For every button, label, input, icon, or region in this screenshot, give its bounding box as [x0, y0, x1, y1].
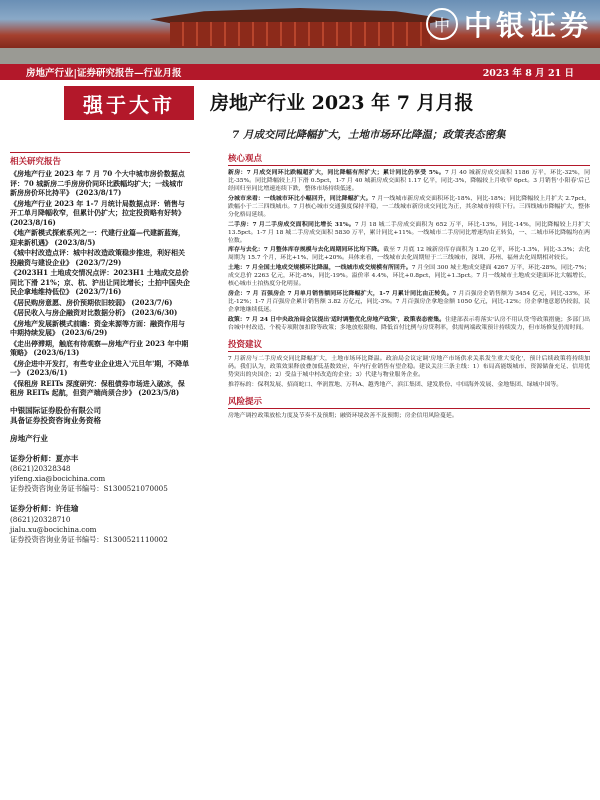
- related-report-link[interactable]: 《房地产发展新模式前瞻：资金来源等方面：融资作用与中期持续发展》 (2023/6/29): [10, 318, 185, 337]
- paragraph-text: 7 月 18 城二手房成交面积为 652 万平，环比-13%，同比-14%，同比降幅较上月扩大 13.5pct。1-7 月 18 城二手房成交面积 5830 万平，累计同比+11%。一线城市二手房同比增速均由正转负，一、二城市环比降幅均在两位数。: [228, 221, 591, 244]
- body-paragraph: [228, 169, 590, 193]
- paragraph-lead: 分城市来看：一线城市环比小幅回升，同比降幅扩大。: [228, 194, 372, 202]
- paragraph-text: 住建部表示将落实'认房不用认贷'等政策措施；多部门出台城中村改造、个税专项附加扣除等政策；多地放松限购、降低首付比例与房贷利率，供需两端政策预计持续发力，但市场修复仍需时间。: [228, 316, 590, 331]
- report-date: 2023 年 8 月 21 日: [482, 68, 574, 79]
- analyst-license: 证券投资咨询业务证书编号：S1300521110002: [10, 534, 168, 544]
- brand-name: 中银证券: [463, 9, 592, 42]
- related-report-link[interactable]: 《地产新模式探索系列之一：代建行业篇—代建新蓝海，迎来新机遇》 (2023/8/5): [10, 228, 185, 247]
- plaza-ground-graphic: [0, 48, 600, 64]
- analyst-phone: (8621)20328710: [10, 514, 71, 524]
- industry-label: 房地产行业: [10, 433, 48, 443]
- related-report-link[interactable]: 《2023H1 土地成交情况点评：2023H1 土地成交总价同比下滑 21%；京、杭、沪出让同比增长；土拍中国央企民企拿地维持低位》 (2023/7/16): [10, 268, 190, 296]
- section-title: 投资建议: [228, 338, 590, 352]
- related-report-link[interactable]: 《居民收入与房企融资对比数据分析》 (2023/6/30): [10, 308, 178, 317]
- related-report-link[interactable]: 《保租房 REITs 深度研究：保租债券市场进入破冰，保租房 REITs 起航，但资产端尚须合步》 (2023/5/8): [10, 378, 185, 397]
- analyst-card: [10, 504, 190, 545]
- analyst-email[interactable]: jialu.xu@bocichina.com: [10, 524, 97, 534]
- main-content: [228, 152, 590, 421]
- body-paragraph: [228, 246, 590, 262]
- related-report-link[interactable]: 《房企进中开发打，有些专业企业进入'元旦年'期，不降单一》 (2023/6/1): [10, 358, 190, 377]
- paragraph-lead: 土地：7 月全国土地成交规模环比降温，一线城市成交规模有所回升。: [228, 264, 412, 272]
- paragraph-lead: 房企：7 月 百强房企 7 月单月销售额同环比降幅扩大，1-7 月累计同比由正转负。: [228, 289, 453, 297]
- paragraph-lead: 新房：7 月成交同环比跌幅超扩大，同比降幅有所扩大；累计同比仍享受 5%。: [228, 169, 445, 176]
- paragraph-lead: 二手房：7 月二手房成交面积同比增长 31%。: [228, 220, 355, 228]
- related-reports-title: 相关研究报告: [10, 152, 190, 167]
- left-sidebar: [10, 152, 190, 545]
- palace-hall-graphic: [170, 22, 430, 46]
- body-paragraph: [228, 290, 590, 314]
- body-paragraph: [228, 412, 590, 420]
- hero-banner: [0, 0, 600, 64]
- related-report-link[interactable]: 《房地产行业 2023 年 7 月 70 个大中城市房价数据点评：70 城新房二手房房价同环比跌幅均扩大；一线城市新房房价环比持平》 (2023/8/17): [10, 169, 185, 197]
- report-info-bar: [0, 64, 600, 80]
- analyst-name: 证券分析师：许佳瑜: [10, 504, 79, 514]
- related-report-link[interactable]: 《居民购房意愿、房价预期依旧较弱》 (2023/7/6): [10, 297, 173, 307]
- paragraph-text: 截至 7 月底 12 城新房库存面积为 1.20 亿平，环比-1.3%，同比-3.3%；去化周期为 15.7 个月，环比+1%、同比+20%。具体来看，一线城市去化周期短于二三线城市，深圳、苏州、福州去化周期相对较长。: [228, 247, 590, 262]
- related-reports-list: [10, 169, 190, 398]
- report-subtitle: 7 月成交同比降幅扩大，土地市场环比降温；政策表态密集: [232, 129, 506, 141]
- analyst-phone: (8621)20328348: [10, 463, 71, 473]
- paragraph-lead: 库存与去化：7 月整体库存规模与去化周期同环比均下降。: [228, 246, 384, 254]
- company-qualification: 中银国际证券股份有限公司 具备证券投资咨询业务资格: [10, 405, 102, 425]
- section-title: 风险提示: [228, 395, 590, 409]
- body-paragraph: [228, 316, 590, 332]
- content-section: [228, 338, 590, 389]
- analyst-email[interactable]: yifeng.xia@bocichina.com: [10, 473, 106, 483]
- content-section: [228, 152, 590, 332]
- body-paragraph: [228, 381, 590, 389]
- related-report-link[interactable]: 《走出停滞期，触底有待观察—房地产行业 2023 年中期策略》 (2023/6/13): [10, 338, 189, 357]
- section-title: 核心观点: [228, 152, 590, 166]
- paragraph-text: 7 月一线城市新房成交面积环比-18%、同比-18%；同比降幅较上月扩大 2.7pct，跌幅小于二三四线城市。7 月核心城市交通强度保持平稳，一二线城市新房成交同比为正，其余城市持续下行。三四线城市降幅扩大，整体分化格局延续。: [228, 195, 591, 218]
- paragraph-text: 7 月全国 300 城土地成交建面 4267 万平，环比-28%，同比-7%；成交总价 2263 亿元，环比-8%，同比-19%。溢价率 4.4%，环比+0.8pct，同比+1.3pct。7 月一线城市土地成交建面环比大幅增长，核心城市土拍热度分化明显。: [228, 265, 591, 288]
- report-title: 房地产行业 2023 年 7 月月报: [210, 92, 474, 114]
- analyst-license: 证券投资咨询业务证书编号：S1300521070005: [10, 484, 168, 494]
- body-paragraph: [228, 264, 590, 288]
- logo-mark-icon: 中: [426, 8, 458, 40]
- analyst-name: 证券分析师：夏亦丰: [10, 453, 79, 463]
- paragraph-text: 7 月新房与二手房成交同比降幅扩大，土地市场环比降温。政治局会议定调'房地产市场供求关系发生重大变化'，预计后续政策将持续加码。我们认为，政策效果释放叠加低基数效应，年内行业销售有望企稳。建议关注三条主线：1）布局高能级城市、资源储备充足、信用优势突出的央国企；2）受益于城中村改造的企业；3）代建与物业服务企业。: [228, 355, 590, 378]
- report-category: 房地产行业|证券研究报告—行业月报: [26, 68, 182, 79]
- analyst-card: [10, 454, 190, 495]
- related-report-link[interactable]: 《房地产行业 2023 年 1-7 月统计局数据点评：销售与开工单月降幅收窄，但累计仍扩大；拉定投资略有好转》 (2023/8/16): [10, 198, 185, 227]
- paragraph-lead: 政策：7 月 24 日中央政治局会议提出'适时调整优化房地产政策'，政策表态密集。: [228, 315, 446, 323]
- company-logo: [426, 4, 592, 44]
- body-paragraph: [228, 355, 590, 379]
- body-paragraph: [228, 221, 590, 245]
- related-report-link[interactable]: 《城中村改造点评：城中村改造政策稳步推进，利好相关投融资与建设企业》 (2023/7/29): [10, 248, 185, 267]
- paragraph-text: 7 月 40 城新房成交面积 1186 万平，环比-32%，同比-35%。同比降幅较上月下滑 0.5pct，1-7 月 40 城新房成交面积 1.17 亿平，同比-3%，降幅较上月收窄 6pct。3 月销售'小阳春'后已经回归至同比增速连续下跌，整体市场持续低迷。: [228, 170, 590, 193]
- content-section: [228, 395, 590, 420]
- paragraph-text: 7 月百强房企销售额为 3454 亿元，同比-33%，环比-12%；1-7 月百强房企累计销售额 3.82 万亿元，同比-3%。7 月百强房企拿地金额 1050 亿元，同比-12%；房企拿地意愿仍较弱，民企拿地继续低迷。: [228, 290, 590, 313]
- body-paragraph: [228, 195, 590, 219]
- rating-badge: 强于大市: [64, 86, 194, 120]
- analyst-list: [10, 454, 190, 546]
- paragraph-text: 推荐标的：保利发展、招商蛇口、华润置地、万科A、越秀地产、滨江集团、建发股份、中国海外发展、金地集团、绿城中国等。: [228, 381, 563, 388]
- paragraph-text: 房地产调控政策放松力度及节奏不及预期；融资环境改善不及预期；房企信用风险蔓延。: [228, 412, 458, 419]
